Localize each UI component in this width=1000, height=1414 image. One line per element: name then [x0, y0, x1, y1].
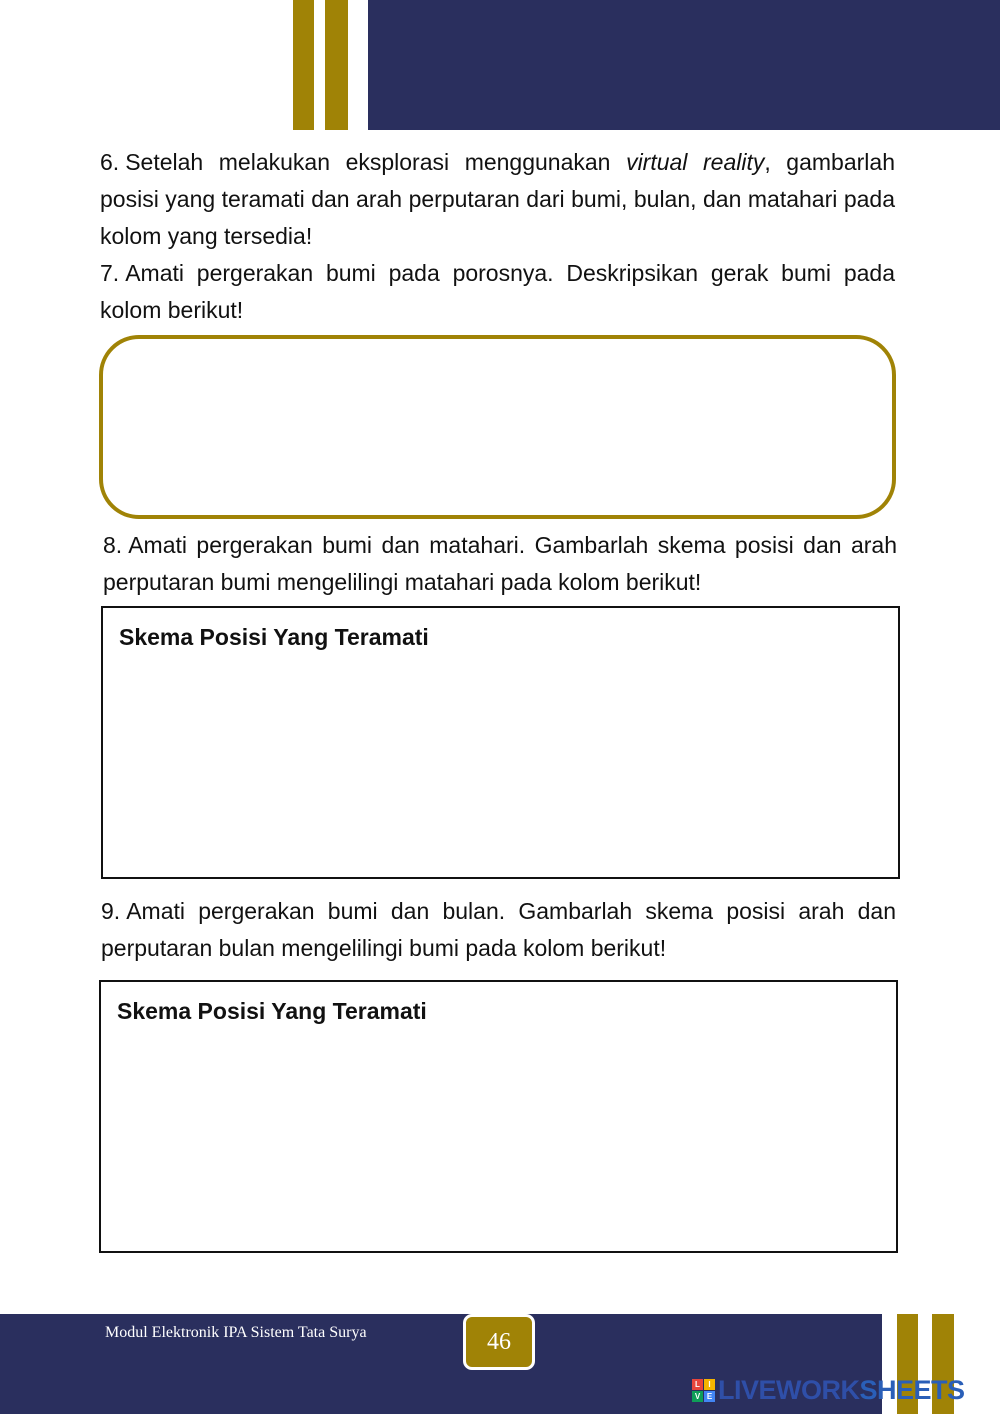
answer-box-9-title: Skema Posisi Yang Teramati	[117, 998, 427, 1024]
question-8	[103, 527, 897, 601]
question-6	[100, 144, 895, 255]
header-gold-bar-left	[293, 0, 314, 130]
answer-box-9[interactable]	[99, 980, 898, 1253]
header-gold-bar-right	[325, 0, 348, 130]
header-navy-banner	[368, 0, 1000, 130]
question-7-number: 7.	[100, 260, 120, 286]
question-6-text-before: Setelah melakukan eksplorasi menggunakan	[125, 149, 611, 175]
answer-box-8[interactable]	[101, 606, 900, 879]
question-9	[101, 893, 896, 967]
question-6-number: 6.	[100, 149, 120, 175]
live-badge-e: E	[704, 1391, 715, 1402]
watermark-text-part1: LIVEWORK	[718, 1374, 860, 1405]
question-8-text: Amati pergerakan bumi dan matahari. Gambarlah skema posisi dan arah perputaran bumi mengelilingi matahari pada kolom berikut!	[103, 532, 897, 595]
page-number: 46	[487, 1328, 511, 1355]
live-badge-v: V	[692, 1391, 703, 1402]
live-badge-l: L	[692, 1379, 703, 1390]
page-number-badge	[463, 1314, 535, 1370]
question-6-text-after: , gambarlah posisi yang teramati dan arah perputaran dari bumi, bulan, dan matahari pada kolom yang tersedia!	[100, 149, 895, 249]
liveworksheets-watermark	[692, 1373, 965, 1407]
question-9-text: Amati pergerakan bumi dan bulan. Gambarlah skema posisi arah dan perputaran bulan mengelilingi bumi pada kolom berikut!	[101, 898, 896, 961]
question-6-italic: virtual reality	[626, 149, 765, 175]
footer-module-title: Modul Elektronik IPA Sistem Tata Surya	[105, 1324, 367, 1341]
answer-box-8-title: Skema Posisi Yang Teramati	[119, 624, 429, 650]
live-badge-i: I	[704, 1379, 715, 1390]
question-7	[100, 255, 895, 329]
question-8-number: 8.	[103, 532, 123, 558]
watermark-text-part2: SHEETS	[859, 1374, 965, 1405]
question-9-number: 9.	[101, 898, 121, 924]
live-badge-icon	[692, 1379, 715, 1402]
question-7-text: Amati pergerakan bumi pada porosnya. Deskripsikan gerak bumi pada kolom berikut!	[100, 260, 895, 323]
answer-box-7[interactable]	[99, 335, 896, 519]
